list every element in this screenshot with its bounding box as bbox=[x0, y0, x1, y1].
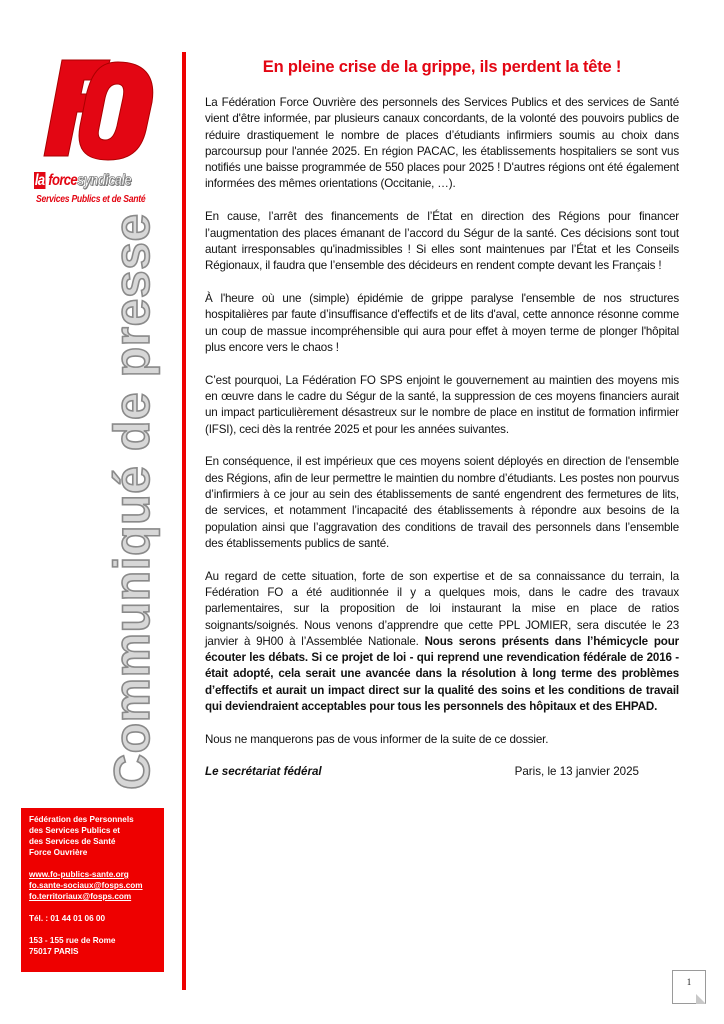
closing-paragraph: Nous ne manquerons pas de vous informer de la suite de ce dossier. bbox=[205, 732, 549, 746]
contact-box bbox=[21, 808, 164, 972]
page-title: En pleine crise de la grippe, ils perdent la tête ! bbox=[262, 58, 622, 76]
phone-number: Tél. : 01 44 01 06 00 bbox=[29, 914, 106, 923]
website-link[interactable]: www.fo-publics-sante.org bbox=[29, 870, 129, 879]
email-sante-sociaux-link[interactable]: fo.sante-sociaux@fosps.com bbox=[29, 881, 143, 890]
page-curl-icon bbox=[696, 994, 706, 1004]
signature: Le secrétariat fédéral bbox=[205, 765, 322, 779]
page-number: 1 bbox=[686, 977, 692, 987]
paragraph-2: En cause, l’arrêt des financements de l’État en direction des Régions pour financer l’augmentation des places émanant de l’accord du Ségur de la santé. Ces décisions sont tout autant irresponsables qu'inadmissibles ! Si elles sont maintenues par l’État et les Conseils Régionaux, il faudra que l’ensemble des décideurs en rendent compte devant les Français ! bbox=[205, 210, 679, 273]
page-number-badge bbox=[672, 970, 706, 1004]
fo-logo-letters-icon bbox=[40, 56, 160, 166]
date-line: Paris, le 13 janvier 2025 bbox=[514, 765, 639, 779]
paragraph-6-text: Au regard de cette situation, forte de son expertise et de sa connaissance du terrain, la Fédération FO a été auditionnée il y a quelques mois, dans le cadre des travaux parlementaires, sur la proposition de loi instaurant la mise en place de ratios soignants/soignés. Nous venons d’apprendre que cette PPL JOMIER, sera discutée le 23 janvier à 9H00 à l’Assemblée Nationale. bbox=[205, 569, 679, 648]
paragraph-1: La Fédération Force Ouvrière des personnels des Services Publics et des services de Santé vient d'être informée, par plusieurs canaux concordants, de la volonté des pouvoirs publics de réduire drastiquement le nombre de places d’étudiants infirmiers soumis au choix dans parcoursup pour l'année 2025. En région PACAC, les établissements hospitaliers se sont vus notifiés une baisse programmée de 550 places pour 2025 ! D'autres régions ont été également informées des mêmes orientations (Occitanie, …). bbox=[205, 96, 679, 191]
email-territoriaux-link[interactable]: fo.territoriaux@fosps.com bbox=[29, 892, 132, 901]
contact-links bbox=[29, 869, 164, 902]
organization-name: Fédération des Personnels des Services Publics et des Services de Santé Force Ouvrière bbox=[29, 815, 134, 857]
fo-logo bbox=[10, 48, 170, 208]
paragraph-6 bbox=[205, 569, 679, 716]
paragraph-6-bold-text: Nous serons présents dans l’hémicycle pour écouter les débats. Si ce projet de loi - qui reprend une revendication fédérale de 2016 - était adopté, cela serait une avancée dans la résolution à long terme des problèmes d’effectifs et aurait un impact direct sur la qualité des soins et les conditions de travail qui deviendraient acceptables pour tous les personnels des hôpitaux et des EHPAD. bbox=[205, 634, 679, 713]
signature-row bbox=[205, 765, 679, 778]
press-release-body bbox=[205, 58, 679, 778]
communique-de-presse-vertical-title: Communiqué de presse bbox=[104, 213, 160, 790]
paragraph-4: C’est pourquoi, La Fédération FO SPS enjoint le gouvernement au maintien des moyens mis en œuvre dans le cadre du Ségur de la santé, la suppression de ces moyens financiers aurait un impact particulièrement désastreux sur le nombre de place en institut de formation infirmier (IFSI), ceci dès la rentrée 2025 et pour les années suivantes. bbox=[205, 373, 679, 436]
postal-address: 153 - 155 rue de Rome 75017 PARIS bbox=[29, 936, 116, 956]
paragraph-5: En conséquence, il est impérieux que ces moyens soient déployés en direction de l'ensemble des Régions, afin de leur permettre le maintien du nombre d’étudiants. Les postes non pourvus d’infirmiers à ce jour au sein des établissements de santé engendrent des fermetures de lits, de services, et notamment l’incapacité des établissements à répondre aux besoins de la population ainsi que l’aggravation des conditions de travail des personnels dans l’ensemble des établissements publics de santé. bbox=[205, 455, 679, 550]
paragraph-3: À l'heure où une (simple) épidémie de grippe paralyse l'ensemble de nos structures hospitalières par faute d’insuffisance d'effectifs et de lits d'aval, cette annonce résonne comme un coup de massue incompréhensible qui aura pour effet à moyen terme de plonger l'hôpital plus encore vers le chaos ! bbox=[205, 291, 679, 354]
logo-tagline: la forcesyndicale bbox=[34, 172, 131, 189]
logo-subtitle: Services Publics et de Santé bbox=[36, 194, 146, 205]
red-vertical-divider bbox=[182, 52, 186, 990]
